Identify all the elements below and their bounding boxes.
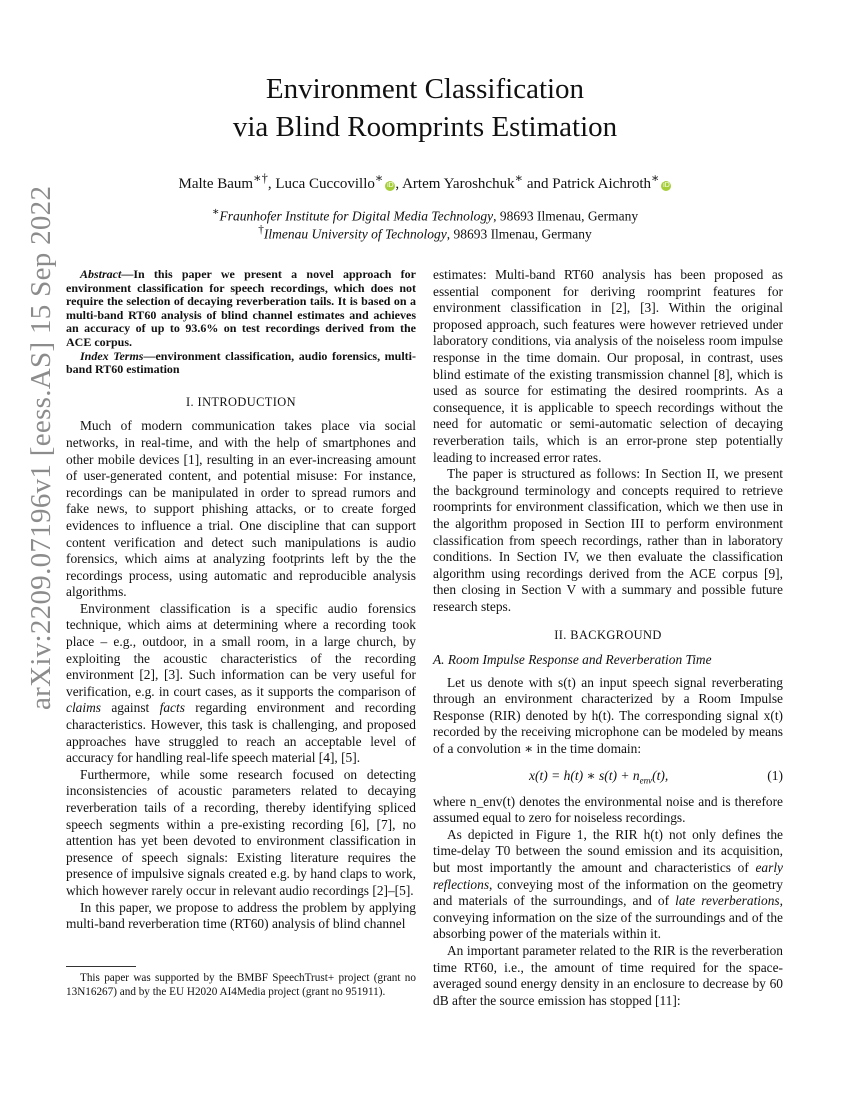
author-name: Patrick Aichroth: [552, 176, 651, 192]
paragraph: [66, 601, 416, 767]
paragraph: In this paper, we propose to address the problem by applying multi-band reverberation time (RT60) analysis of blind channel: [66, 899, 416, 932]
equation-subscript: env: [639, 775, 653, 786]
equation-text: x(t) = h(t) ∗ s(t) + n: [529, 767, 640, 783]
left-column: [66, 268, 416, 933]
paragraph: [433, 827, 783, 943]
affiliation-mark: ∗: [211, 206, 220, 218]
title-line-2: via Blind Roomprints Estimation: [232, 111, 618, 143]
emphasis-text: late reverberations: [675, 893, 780, 909]
paragraph: where n_env(t) denotes the environmental noise and is therefore assumed equal to zero for noiseless recordings.: [433, 793, 783, 826]
abstract: [66, 268, 416, 350]
paragraph: estimates: Multi-band RT60 analysis has been proposed as essential component for deriving roomprint features for environment classification in [2], [3]. Within the original proposed approach, such features were however retrieved under laboratory conditions, via analysis of the noiseless room impulse response in the time domain. Our proposal, in contrast, uses blind estimate of the existing transmission channel [8], which is used as source for estimating the desired roomprints. As a consequence, it is applicable to speech recordings without the need for automatic or semi-automatic selection of decaying reverberation tails, which is an error-prone step potentially leading to increased error rates.: [433, 267, 783, 465]
equation-text: (t),: [652, 767, 669, 783]
abstract-label: Abstract: [80, 267, 122, 281]
affiliation-name: Fraunhofer Institute for Digital Media Technology: [219, 208, 494, 224]
author-affil-mark: ∗: [514, 171, 524, 185]
affiliation-location: , 98693 Ilmenau, Germany: [446, 226, 592, 242]
text-run: As depicted in Figure 1, the RIR h(t) not only defines the time-delay T0 between the sound emission and its acquisition, but most importantly the amount and characteristics of: [433, 826, 783, 875]
author-affil-mark: ∗†: [253, 171, 268, 185]
paragraph: Much of modern communication takes place via social networks, in real-time, and with the help of smartphones and other mobile devices [1], resulting in an ever-increasing amount of user-generated content, and potential misuse: For instance, recordings can be manipulated in order to spread rumors and fake news, to support phishing attacks, or to create forged evidences to influence a trial. One discipline that can support content verification and detect such manipulations is audio forensics, which aims at analyzing footprints left by the the recordings process, using automatic and reproducible analysis algorithms.: [66, 418, 416, 600]
paragraph: An important parameter related to the RIR is the reverberation time RT60, i.e., the amount of time required for the space-averaged sound energy density in an enclosure to decrease by 60 dB after the source emission has stopped [11]:: [433, 942, 783, 1008]
author-name: Artem Yaroshchuk: [402, 176, 515, 192]
paper-title: [0, 70, 850, 146]
text-run: against: [100, 700, 160, 716]
author-name: Luca Cuccovillo: [275, 176, 375, 192]
subsection-heading: A. Room Impulse Response and Reverberation Time: [433, 652, 712, 668]
right-column: [433, 267, 783, 1009]
text-run: regarding environment and recording characteristics. However, this task is challenging, and proposed approaches have struggled to reach an acceptable level of accuracy for handling real-life speech material [4], [5].: [66, 700, 416, 766]
emphasis-text: early reflections: [433, 860, 783, 892]
orcid-icon[interactable]: iD: [387, 182, 394, 189]
author-affil-mark: ∗: [374, 171, 384, 185]
text-run: , conveying most of the information on the geometry and materials of the surroundings, and of: [433, 876, 783, 909]
title-line-1: Environment Classification: [265, 73, 585, 105]
text-run: , conveying information on the size of the surroundings and of the absorbing power of the materials within it.: [433, 893, 783, 942]
index-terms-label: Index Terms: [80, 348, 144, 363]
orcid-icon[interactable]: iD: [663, 182, 670, 189]
affiliation-location: , 98693 Ilmenau, Germany: [493, 208, 639, 224]
index-terms-text: —environment classification, audio forensics, multi-band RT60 estimation: [66, 348, 416, 377]
section-heading-background: II. BACKGROUND: [554, 628, 662, 643]
equation-expression: [529, 768, 668, 789]
author-affil-mark: ∗: [650, 171, 660, 185]
equation-number: (1): [767, 767, 783, 783]
author-list: [0, 168, 850, 194]
index-terms: [66, 350, 416, 377]
paragraph: Furthermore, while some research focused on detecting inconsistencies of acoustic parameters related to decaying reverberation tails of a recording, thereby identifying spliced speech segments within a pre-existing recording [6], [7], no attention has yet been devoted to environment classification in presence of speech signals: Existing literature requires the presence of impulsive signals created e.g. by hand claps to work, which however rarely occur in relevant audio recordings [2]–[5].: [66, 766, 416, 898]
affiliation-mark: †: [258, 224, 264, 236]
emphasis-text: claims: [66, 700, 101, 716]
equation-1: [433, 762, 783, 792]
author-separator: ,: [267, 176, 276, 192]
footnote-divider: [66, 966, 136, 967]
abstract-text: —In this paper we present a novel approach for environment classification for speech recordings, which does not require the selection of decaying reverberation tails. It is based on a multi-band RT60 analysis of blind channel estimates and achieves an accuracy of up to 93.6% on test recordings derived from the ACE corpus.: [66, 267, 416, 349]
arxiv-identifier: arXiv:2209.07196v1 [eess.AS] 15 Sep 2022: [25, 185, 57, 710]
author-separator: and: [523, 176, 553, 192]
section-heading-introduction: I. INTRODUCTION: [186, 394, 296, 409]
text-run: Environment classification is a specific audio forensics technique, which aims at determining where a recording took place – e.g., outdoor, in a small room, in a large church, by exploiting the acoustic characteristics of the recording environment [2], [3]. Such information can be very useful for verification, e.g. in court cases, as it supports the comparison of: [66, 600, 416, 699]
funding-footnote: This paper was supported by the BMBF SpeechTrust+ project (grant no 13N16267) and by the EU H2020 AI4Media project (grant no 951911).: [66, 972, 416, 998]
paragraph: Let us denote with s(t) an input speech signal reverberating through an environment characterized by a Room Impulse Response (RIR) denoted by h(t). The corresponding signal x(t) recorded by the receiving microphone can be modeled by means of a convolution ∗ in the time domain:: [433, 674, 783, 757]
paragraph: The paper is structured as follows: In Section II, we present the background terminology and concepts required to retrieve roomprints for environment classification, which we then use in the algorithm proposed in Section III to perform environment classification from speech recordings, rather than in laboratory conditions. In Section IV, we then evaluate the classification algorithm using recordings derived from the ACE corpus [9], then closing in Section V with a summary and possible future research steps.: [433, 466, 783, 614]
affiliation-name: Ilmenau University of Technology: [263, 226, 447, 242]
author-separator: ,: [395, 176, 403, 192]
author-name: Malte Baum: [178, 176, 254, 192]
emphasis-text: facts: [159, 700, 185, 716]
affiliation-2: [0, 221, 850, 244]
